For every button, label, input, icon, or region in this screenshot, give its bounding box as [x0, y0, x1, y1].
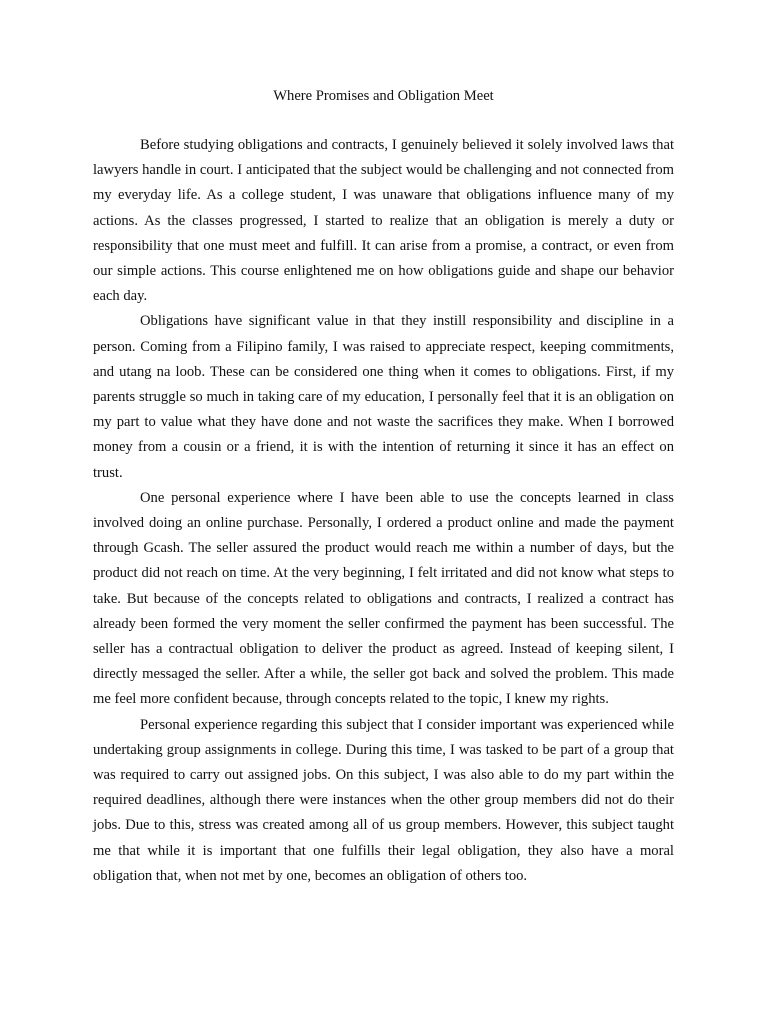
- paragraph-intro: Before studying obligations and contracts, I genuinely believed it solely involved laws that lawyers handle in court. I anticipated that the subject would be challenging and not connected from my everyday life. As a college student, I was unaware that obligations influence many of my actions. As the classes progressed, I started to realize that an obligation is merely a duty or responsibility that one must meet and fulfill. It can arise from a promise, a contract, or even from our simple actions. This course enlightened me on how obligations guide and shape our behavior each day.: [93, 137, 674, 305]
- paragraph-values: Obligations have significant value in that they instill responsibility and discipline in a person. Coming from a Filipino family, I was raised to appreciate respect, keeping commitments, and utang na loob. These can be considered one thing when it comes to obligations. First, if my parents struggle so much in taking care of my education, I personally feel that it is an obligation on my part to value what they have done and not waste the sacrifices they make. When I borrowed money from a cousin or a friend, it is with the intention of returning it since it has an effect on trust.: [93, 313, 674, 481]
- document-page: [93, 84, 674, 889]
- paragraph-online-purchase: One personal experience where I have been able to use the concepts learned in class involved doing an online purchase. Personally, I ordered a product online and made the payment through Gcash. The seller assured the product would reach me within a number of days, but the product did not reach on time. At the very beginning, I felt irritated and did not know what steps to take. But because of the concepts related to obligations and contracts, I realized a contract has already been formed the very moment the seller confirmed the payment has been successful. The seller has a contractual obligation to deliver the product as agreed. Instead of keeping silent, I directly messaged the seller. After a while, the seller got back and solved the problem. This made me feel more confident because, through concepts related to the topic, I knew my rights.: [93, 489, 674, 708]
- paragraph-group-work: Personal experience regarding this subject that I consider important was experienced while undertaking group assignments in college. During this time, I was tasked to be part of a group that was required to carry out assigned jobs. On this subject, I was also able to do my part within the required deadlines, although there were instances when the other group members did not do their jobs. Due to this, stress was created among all of us group members. However, this subject taught me that while it is important that one fulfills their legal obligation, they also have a moral obligation that, when not met by one, becomes an obligation of others too.: [93, 716, 674, 884]
- document-title: Where Promises and Obligation Meet: [273, 88, 494, 104]
